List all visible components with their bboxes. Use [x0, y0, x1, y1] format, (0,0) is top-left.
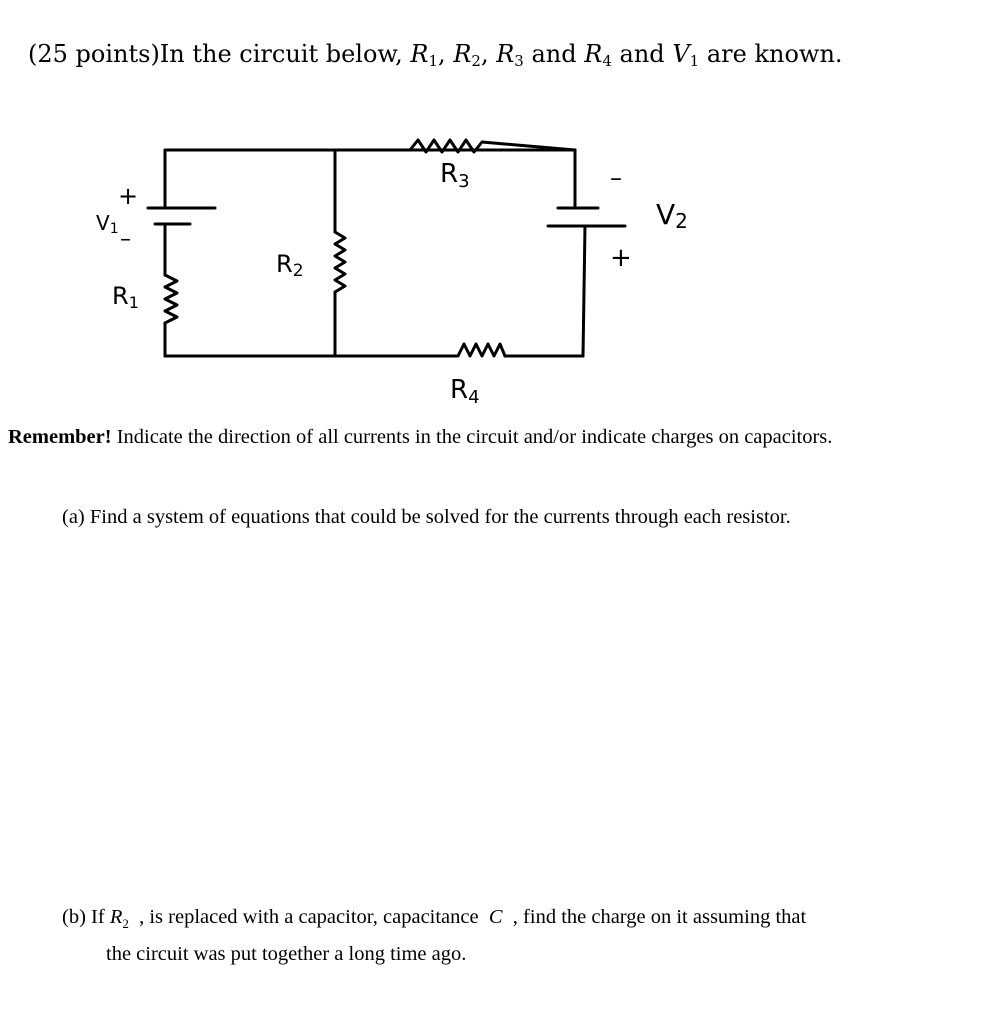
question-b: (b) If $R_2$ , is replaced with a capacitor, capacitance C , find the charge on it assuming that the circuit was put together a long time ago.	[62, 902, 806, 969]
question-b-line2: the circuit was put together a long time ago.	[106, 943, 467, 966]
label-v2: V2	[656, 198, 688, 233]
label-v1-plus: +	[118, 182, 139, 210]
label-v1: V1	[96, 211, 119, 237]
circuit-diagram	[80, 120, 760, 420]
label-v2-minus: –	[610, 164, 622, 192]
remember-note: Remember! Indicate the direction of all currents in the circuit and/or indicate charges on capacitors.	[8, 426, 833, 448]
resistor-r4	[420, 344, 505, 356]
question-a: (a) Find a system of equations that could be solved for the currents through each resistor.	[62, 506, 791, 528]
label-v2-plus: +	[610, 243, 632, 273]
label-v1-minus: –	[120, 227, 131, 252]
resistor-r2	[335, 232, 345, 292]
label-r2: R2	[276, 250, 304, 281]
problem-header: (25 points)In the circuit below, $R_1$, $R_2$, $R_3$ and $R_4$ and $V_1$ are known.	[28, 40, 843, 70]
wire-right-lower	[583, 226, 585, 356]
label-r4: R4	[450, 375, 480, 408]
label-r3: R3	[440, 159, 470, 192]
label-r1: R1	[112, 282, 139, 312]
resistor-r1	[165, 275, 177, 323]
